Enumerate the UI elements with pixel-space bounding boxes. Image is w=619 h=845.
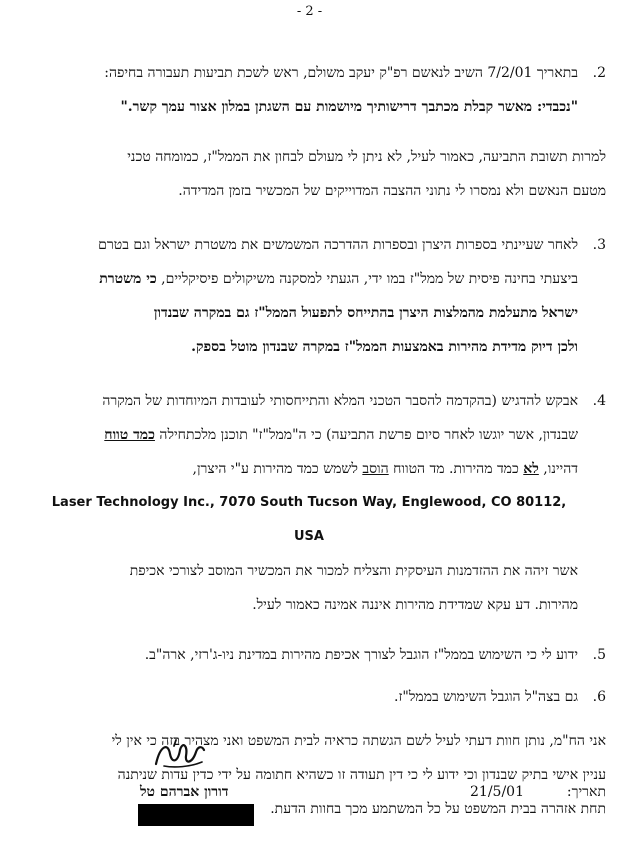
handwritten-signature <box>150 736 210 772</box>
text-line: מטעם הנאשם ולא נמסרו לי נתוני ההצבה המדוייקים של המכשיר בזמן המדידה. <box>178 183 606 199</box>
text-line: עניין אישי בתיק שבנדון וכי ידוע לי כי דין תעודה זו כשהיא חתומה על ידי כדין עדות שניתנה <box>117 767 606 783</box>
signer-name: דורון אברהם טל <box>140 784 229 800</box>
declaration-paragraph <box>40 724 606 826</box>
text-line <box>40 262 578 296</box>
text-line: אני הח"מ, נותן חוות דעתי לעיל לשם הגשתה כראיה לבית המשפט ואני מצהיר בזה כי אין לי <box>111 733 606 749</box>
text-segment: דהיינו, <box>543 461 578 477</box>
underlined-segment: לא <box>523 461 539 477</box>
page-number: - 2 - <box>296 4 323 19</box>
text-segment: לשמש כמד מהירות ע"י היצרן, <box>192 461 358 477</box>
paragraph-4 <box>40 384 606 622</box>
text-line: אשר זיהה את ההזדמנות העיסקית והצליח למכור את המכשיר המוסב לצורכי אכיפת <box>129 563 578 579</box>
manufacturer-address: Laser Technology Inc., 7070 South Tucson Way, Englewood, CO 80112, USA <box>51 495 567 544</box>
text-line: תחת אזהרה בבית המשפט על כל המשתמע מכך בחוות הדעת. <box>270 801 606 817</box>
document-body <box>40 56 606 826</box>
quote-line: "נכבדי: מאשר קבלת מכתבך דרישותיך מיושמות עם השגתן במלון אצור עמך קשר." <box>120 99 578 115</box>
paragraph-number: .2 <box>592 65 606 81</box>
text-segment: כמד מהירות. מד הטווח <box>393 461 519 477</box>
bold-line: ישראל מתעלמת מהמלצות היצרן בהתייחס לתפעול הממל"ז גם במקרה שבנדון <box>153 305 578 321</box>
paragraph-5 <box>40 638 606 672</box>
text-line: ידוע לי כי השימוש בממל"ז הוגבל לצורך אכיפת מהירות במדינת ניו-ג'רזי, ארה"ב. <box>144 647 578 663</box>
text-line: לאחר שעיינתי בספרות היצרן ובספרות ההדרכה המשמשים את משטרת ישראל וגם בטרם <box>98 237 578 253</box>
text-segment: ביצעתי בחינה פיסית של ממל"ז במו ידי, הגעתי למסקנה משיקולים פיסיקליים, <box>161 271 578 287</box>
paragraph-3 <box>40 228 606 364</box>
text-line: אבקש להדגיש (בהקדמה להסבר הטכני המלא והתייחסותי לעובדות המיוחדות של המקרה <box>102 393 578 409</box>
paragraph-number: .6 <box>592 689 606 705</box>
redaction-box <box>138 804 254 826</box>
text-line: למרות תשובת התביעה, כאמור לעיל, לא ניתן לי מעולם לבחון את הממל"ז, כמומחה טכני <box>127 149 606 165</box>
underlined-segment: הוסב <box>362 461 389 477</box>
text-line: מהירות. דע עקא שמדידת מהירות איננה אמינה כאמור לעיל. <box>252 597 578 613</box>
bold-segment: כי משטרת <box>99 271 157 287</box>
text-segment: שבנדון, אשר יוגשו לאחר סיום פרשת התביעה) כי ה"ממל"ז" תוכנן מלכתחילה <box>159 427 578 443</box>
text-line: גם בצה"ל הוגבל השימוש בממל"ז. <box>394 689 578 705</box>
date-label: תאריך: <box>566 784 606 800</box>
text-line <box>40 452 578 486</box>
paragraph-number: .4 <box>592 393 606 409</box>
paragraph-6 <box>40 680 606 714</box>
text-line <box>40 418 578 452</box>
bold-line: ולכן דיוק מדידת מהירות באמצעות הממל"ז במקרה שבנדון מוטל בספק. <box>191 339 578 355</box>
paragraph-response <box>40 140 606 208</box>
paragraph-number: .3 <box>592 237 606 253</box>
underlined-segment: כמד טווח <box>104 427 155 443</box>
date-value: 21/5/01 <box>470 784 524 800</box>
paragraph-2 <box>40 56 606 124</box>
paragraph-number: .5 <box>592 647 606 663</box>
text-line: בתאריך 7/2/01 השיב לנאשם רפ"ק יעקב משולם, ראש לשכת תביעות תעבורה בחיפה: <box>104 65 578 81</box>
